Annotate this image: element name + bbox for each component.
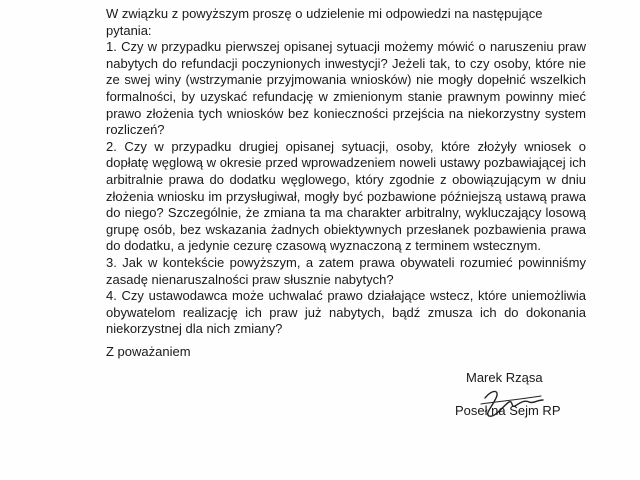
question-4: 4. Czy ustawodawca może uchwalać prawo działające wstecz, które uniemożliwia obywatelom realizację ich praw już nabytych, bądź zmusza ich do dokonania niekorzystnej dla nich zmiany? xyxy=(106,288,586,337)
signatory-name: Marek Rząsa xyxy=(466,370,543,385)
signatory-role: Poseł na Sejm RP xyxy=(455,403,561,418)
letter-body xyxy=(106,6,586,338)
intro-paragraph: W związku z powyższym proszę o udzielenie mi odpowiedzi na następujące pytania: xyxy=(106,6,543,38)
closing-salutation: Z poważaniem xyxy=(106,344,191,359)
question-1: 1. Czy w przypadku pierwszej opisanej sytuacji możemy mówić o naruszeniu praw nabytych do refundacji poczynionych inwestycji? Jeżeli tak, to czy osoby, które nie ze swej winy (wstrzymanie przyjmowania wniosków) nie mogły dopełnić wszelkich formalności, by uzyskać refundację w zmienionym stanie prawnym powinny mieć prawo złożenia tych wniosków bez konieczności przejścia na niekorzystny system rozliczeń? xyxy=(106,39,586,138)
question-2: 2. Czy w przypadku drugiej opisanej sytuacji, osoby, które złożyły wniosek o dopłatę węglową w okresie przed wprowadzeniem noweli ustawy pozbawiającej ich arbitralnie prawa do dodatku węglowego, który zgodnie z obowiązującym w dniu złożenia wniosku im przysługiwał, mogły być pozbawione późniejszą ustawą prawa do niego? Szczególnie, że zmiana ta ma charakter arbitralny, wykluczający losową grupę osób, bez wskazania żadnych obiektywnych przesłanek pozbawienia prawa do dodatku, a jedynie cezurę czasową wyznaczoną z terminem wstecznym. xyxy=(106,138,586,254)
question-3: 3. Jak w kontekście powyższym, a zatem prawa obywateli rozumieć powinniśmy zasadę nienaruszalności praw słusznie nabytych? xyxy=(106,254,586,287)
